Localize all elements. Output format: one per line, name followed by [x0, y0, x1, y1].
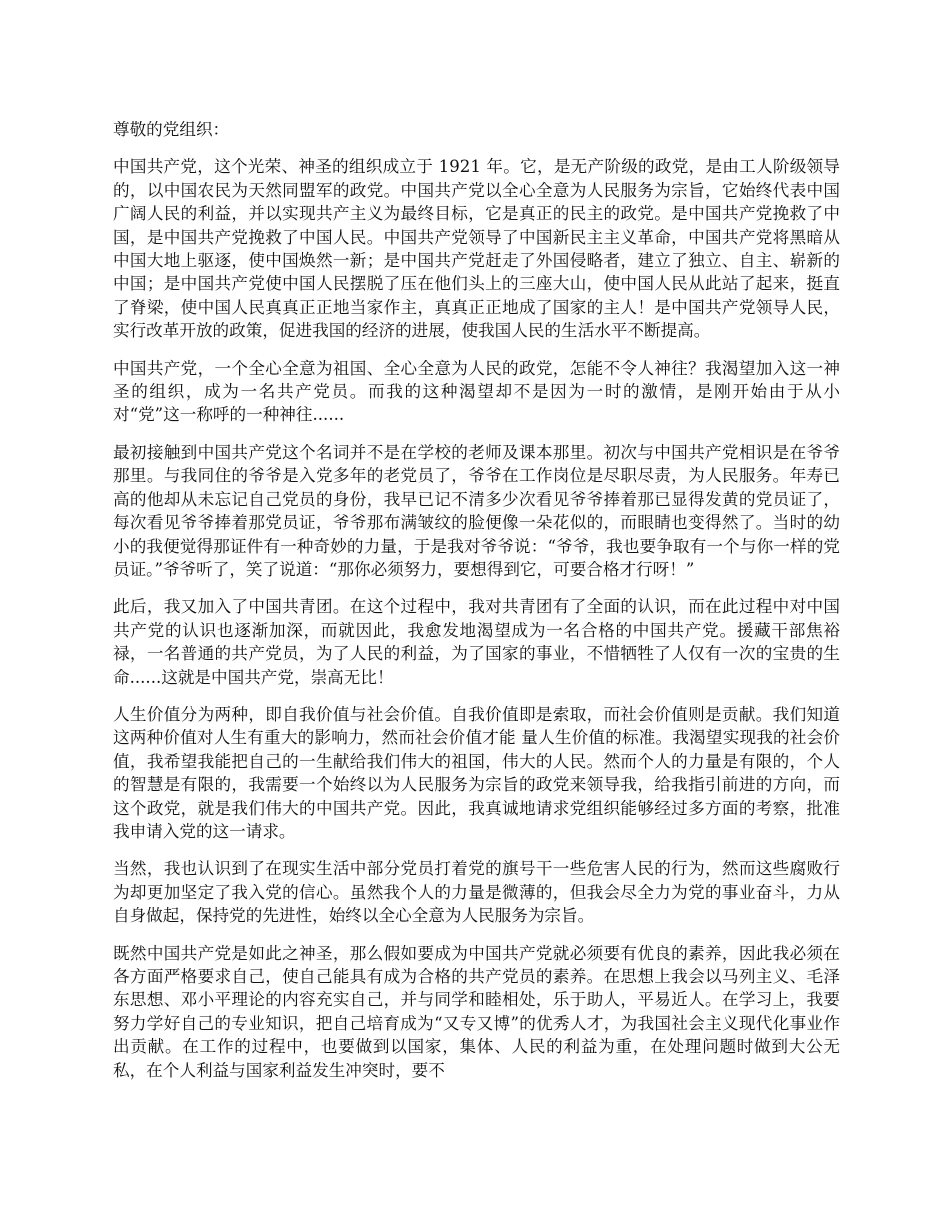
paragraph: 中国共产党，这个光荣、神圣的组织成立于 1921 年。它，是无产阶级的政党，是由工人阶级领导的，以中国农民为天然同盟军的政党。中国共产党以全心全意为人民服务为宗旨，它始终代表中国广阔人民的利益，并以实现共产主义为最终目标，它是真正的民主的政党。是中国共产党挽救了中国，是中国共产党挽救了中国人民。中国共产党领导了中国新民主主义革命，中国共产党将黑暗从中国大地上驱逐，使中国焕然一新；是中国共产党赶走了外国侵略者，建立了独立、自主、崭新的中国；是中国共产党使中国人民摆脱了压在他们头上的三座大山，使中国人民从此站了起来，挺直了脊梁，使中国人民真真正正地当家作主，真真正正地成了国家的主人！是中国共产党领导人民，实行改革开放的政策，促进我国的经济的进展，使我国人民的生活水平不断提高。 [113, 157, 840, 341]
paragraph: 既然中国共产党是如此之神圣，那么假如要成为中国共产党就必须要有优良的素养，因此我必须在各方面严格要求自己，使自己能具有成为合格的共产党员的素养。在思想上我会以马列主义、毛泽东思想、邓小平理论的内容充实自己，并与同学和睦相处，乐于助人，平易近人。在学习上，我要努力学好自己的专业知识，把自己培育成为“又专又博”的优秀人才，为我国社会主义现代化事业作出贡献。在工作的过程中，也要做到以国家，集体、人民的利益为重，在处理问题时做到大公无私，在个人利益与国家利益发生冲突时，要不 [113, 943, 840, 1080]
paragraph: 最初接触到中国共产党这个名词并不是在学校的老师及课本那里。初次与中国共产党相识是在爷爷那里。与我同住的爷爷是入党多年的老党员了，爷爷在工作岗位是尽职尽责，为人民服务。年寿已高的他却从未忘记自己党员的身份，我早已记不清多少次看见爷爷捧着那已显得发黄的党员证了，每次看见爷爷捧着那党员证，爷爷那布满皱纹的脸便像一朵花似的，而眼睛也变得然了。当时的幼小的我便觉得那证件有一种奇妙的力量，于是我对爷爷说：“爷爷，我也要争取有一个与你一样的党员证。”爷爷听了，笑了说道：“那你必须努力，要想得到它，可要合格才行呀！” [113, 442, 840, 579]
salutation: 尊敬的党组织： [113, 120, 230, 139]
paragraph: 中国共产党，一个全心全意为祖国、全心全意为人民的政党，怎能不令人神往？我渴望加入这一神圣的组织，成为一名共产党员。而我的这种渴望却不是因为一时的激情，是刚开始由于从小对“党”这一称呼的一种神往...... [113, 358, 840, 425]
paragraph: 人生价值分为两种，即自我价值与社会价值。自我价值即是索取，而社会价值则是贡献。我们知道这两种价值对人生有重大的影响力，然而社会价值才能 量人生价值的标准。我渴望实现我的社会价值，我希望我能把自己的一生献给我们伟大的祖国，伟大的人民。然而个人的力量是有限的，个人的智慧是有限的，我需要一个始终以为人民服务为宗旨的政党来领导我，给我指引前进的方向，而这个政党，就是我们伟大的中国共产党。因此，我真诚地请求党组织能够经过多方面的考察，批准我申请入党的这一请求。 [113, 704, 840, 841]
paragraph: 此后，我又加入了中国共青团。在这个过程中，我对共青团有了全面的认识，而在此过程中对中国共产党的认识也逐渐加深，而就因此，我愈发地渴望成为一名合格的中国共产党。援藏干部焦裕禄，一名普通的共产党员，为了人民的利益，为了国家的事业，不惜牺牲了人仅有一次的宝贵的生命......这就是中国共产党，崇高无比！ [113, 597, 840, 687]
paragraph: 当然，我也认识到了在现实生活中部分党员打着党的旗号干一些危害人民的行为，然而这些腐败行为却更加坚定了我入党的信心。虽然我个人的力量是微薄的，但我会尽全力为党的事业奋斗，力从自身做起，保持党的先进性，始终以全心全意为人民服务为宗旨。 [113, 859, 840, 926]
document-body [113, 118, 840, 1096]
